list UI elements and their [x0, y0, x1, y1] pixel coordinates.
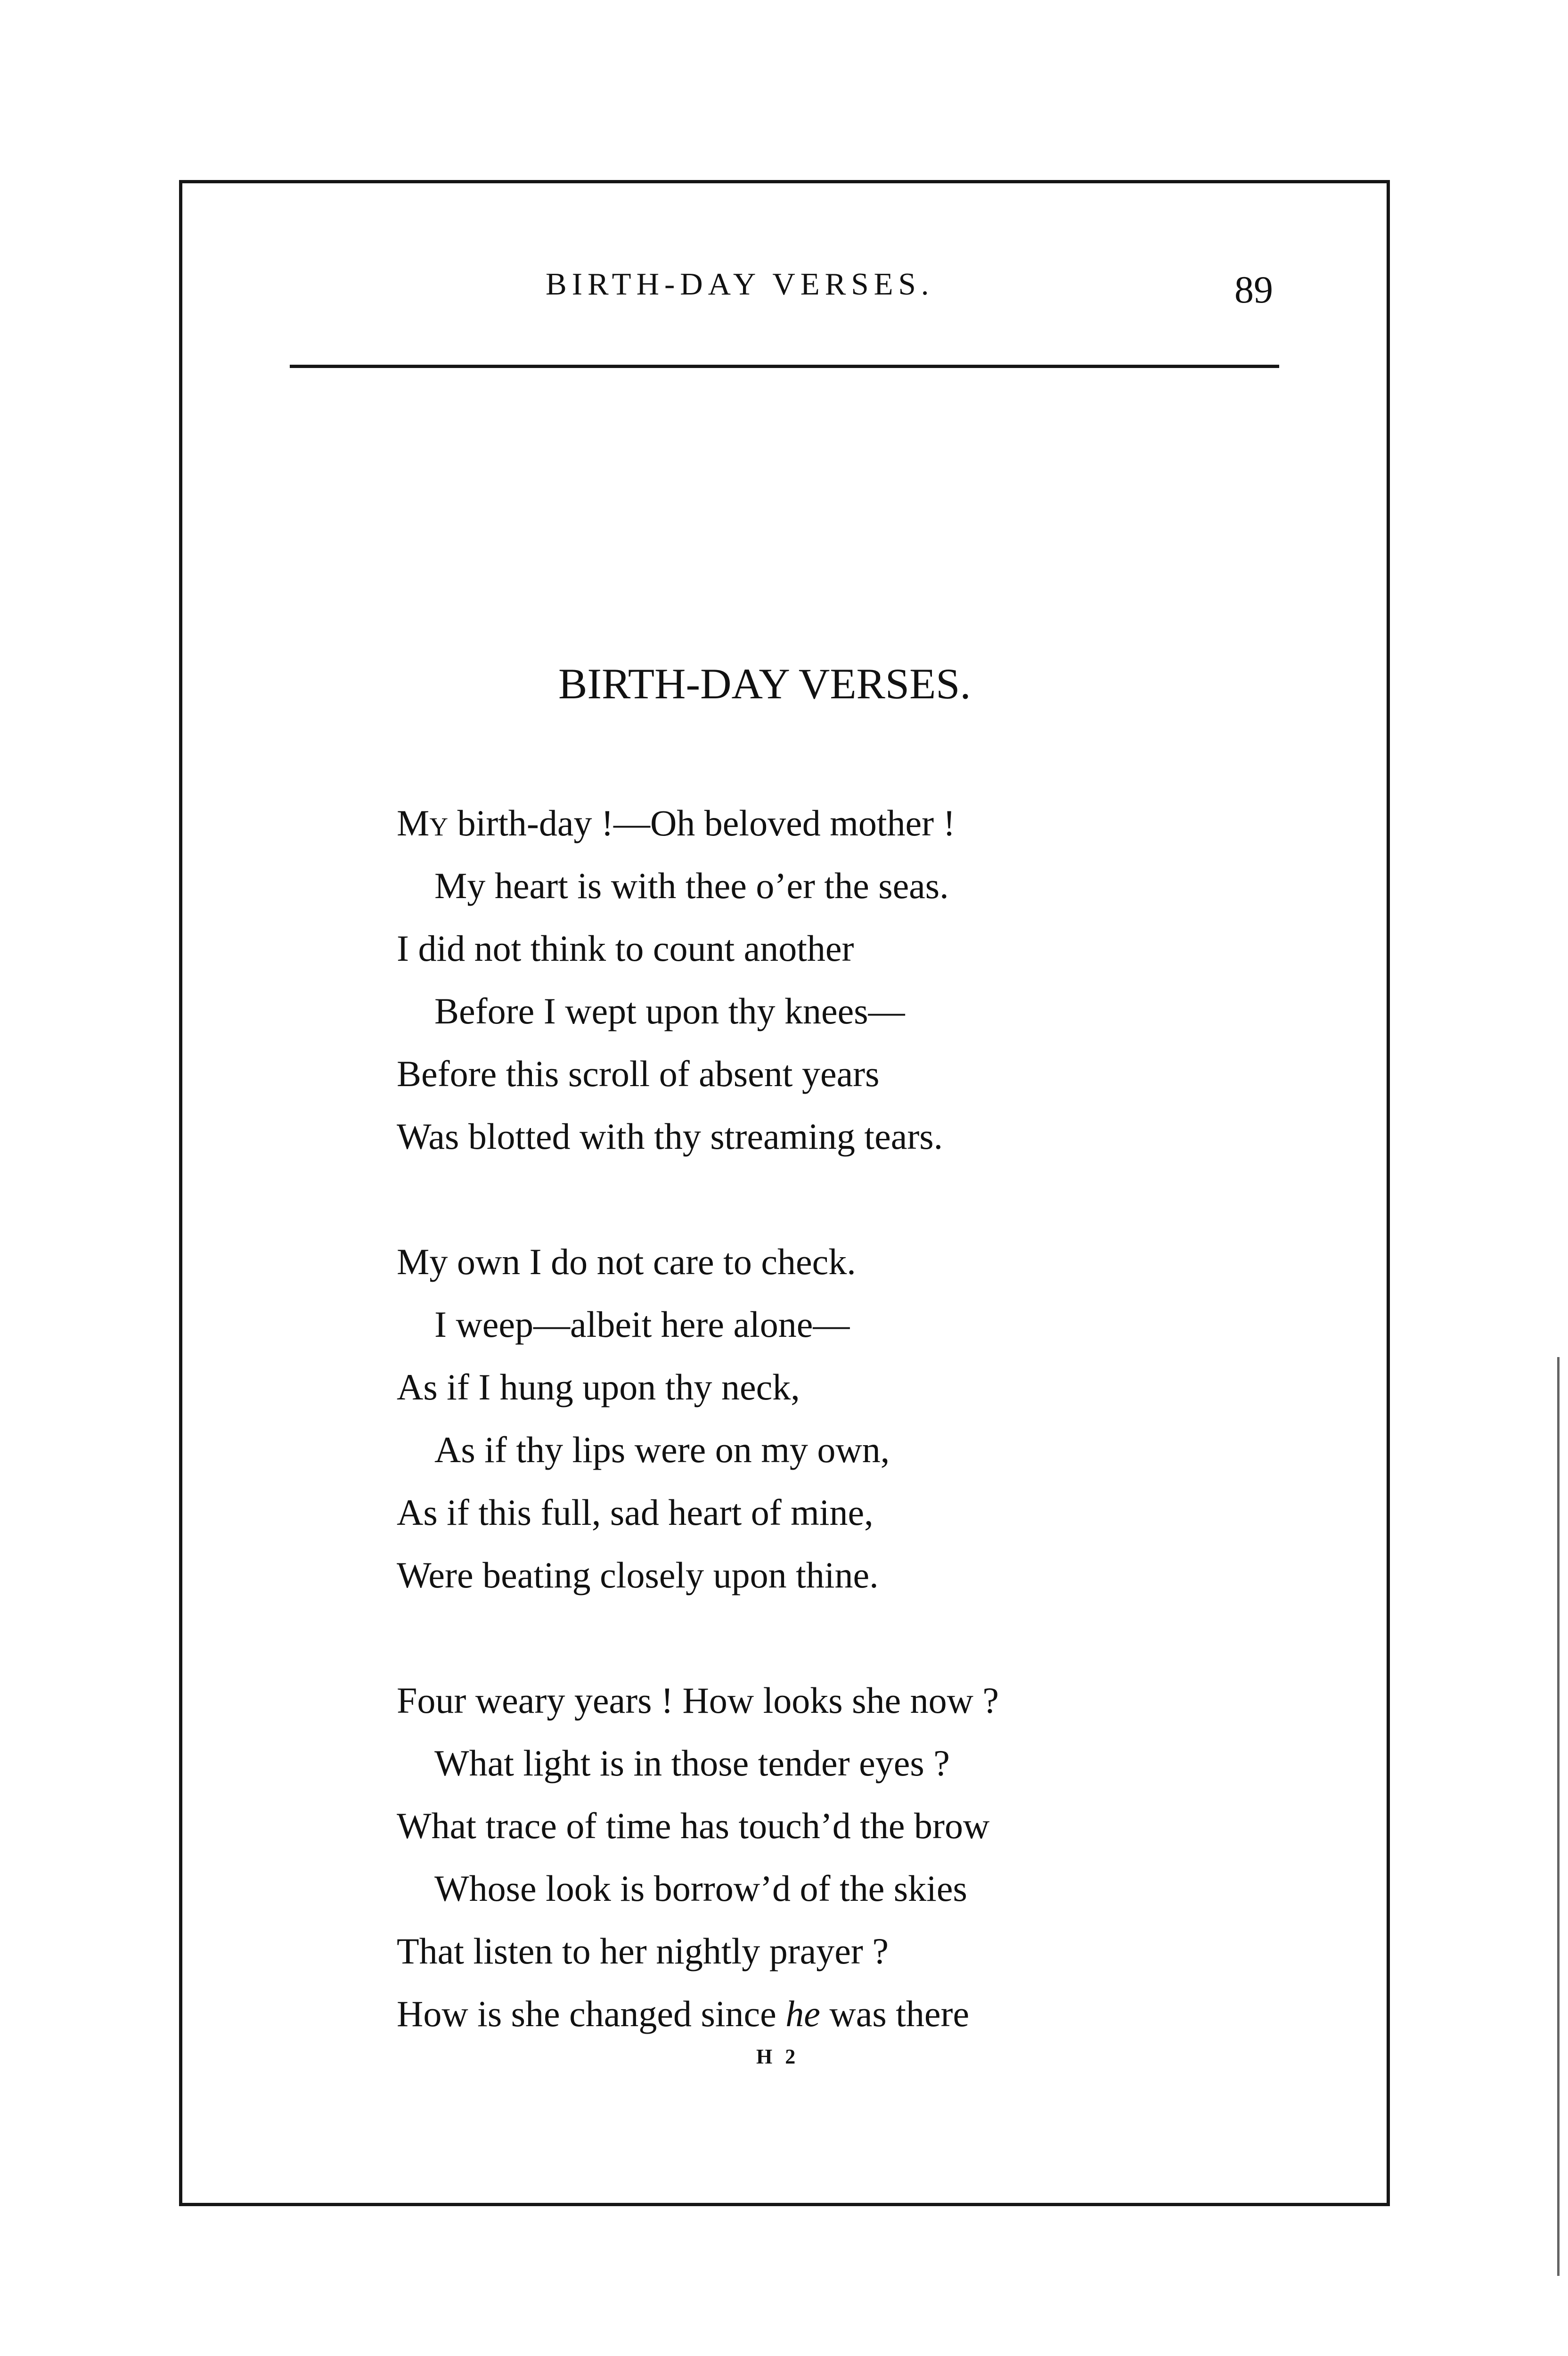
line-text: How is she changed since — [397, 1993, 786, 2034]
poem-line: Was blotted with thy streaming tears. — [397, 1116, 943, 1157]
line-text: was there — [820, 1993, 970, 2034]
poem-line: That listen to her nightly prayer ? — [397, 1931, 889, 1972]
poem-line: What trace of time has touch’d the brow — [397, 1805, 990, 1846]
poem-line: I weep—albeit here alone— — [434, 1304, 850, 1345]
poem-line: As if thy lips were on my own, — [434, 1429, 890, 1470]
poem-line: Four weary years ! How looks she now ? — [397, 1680, 999, 1721]
poem-line: My heart is with thee o’er the seas. — [434, 865, 949, 906]
stanza-1 — [397, 792, 1292, 1168]
poem-line: Were beating closely upon thine. — [397, 1554, 879, 1595]
poem-body — [397, 792, 1292, 2108]
poem-line: What light is in those tender eyes ? — [434, 1742, 950, 1783]
page-edge-shadow — [1557, 1357, 1560, 2276]
poem-line — [397, 792, 1292, 854]
page-number: 89 — [1234, 268, 1273, 311]
poem-line: Whose look is borrow’d of the skies — [434, 1868, 967, 1909]
poem-line: As if I hung upon thy neck, — [397, 1366, 800, 1407]
poem-line: As if this full, sad heart of mine, — [397, 1492, 874, 1533]
poem-line: Before this scroll of absent years — [397, 1053, 880, 1094]
stanza-2 — [397, 1230, 1292, 1606]
stanza-3 — [397, 1669, 1292, 2045]
poem-title: BIRTH-DAY VERSES. — [558, 660, 971, 708]
poem-line: My own I do not care to check. — [397, 1241, 856, 1282]
poem-line — [397, 1982, 1292, 2045]
italic-word: he — [785, 1993, 820, 2034]
line-text: birth-day !—Oh beloved mother ! — [448, 802, 956, 843]
running-head: BIRTH-DAY VERSES. — [546, 267, 934, 302]
signature-mark: H 2 — [756, 2045, 800, 2068]
poem-line: I did not think to count another — [397, 928, 854, 969]
poem-line: Before I wept upon thy knees— — [434, 990, 905, 1031]
small-caps-word: My — [397, 802, 449, 843]
header-rule — [290, 365, 1279, 368]
